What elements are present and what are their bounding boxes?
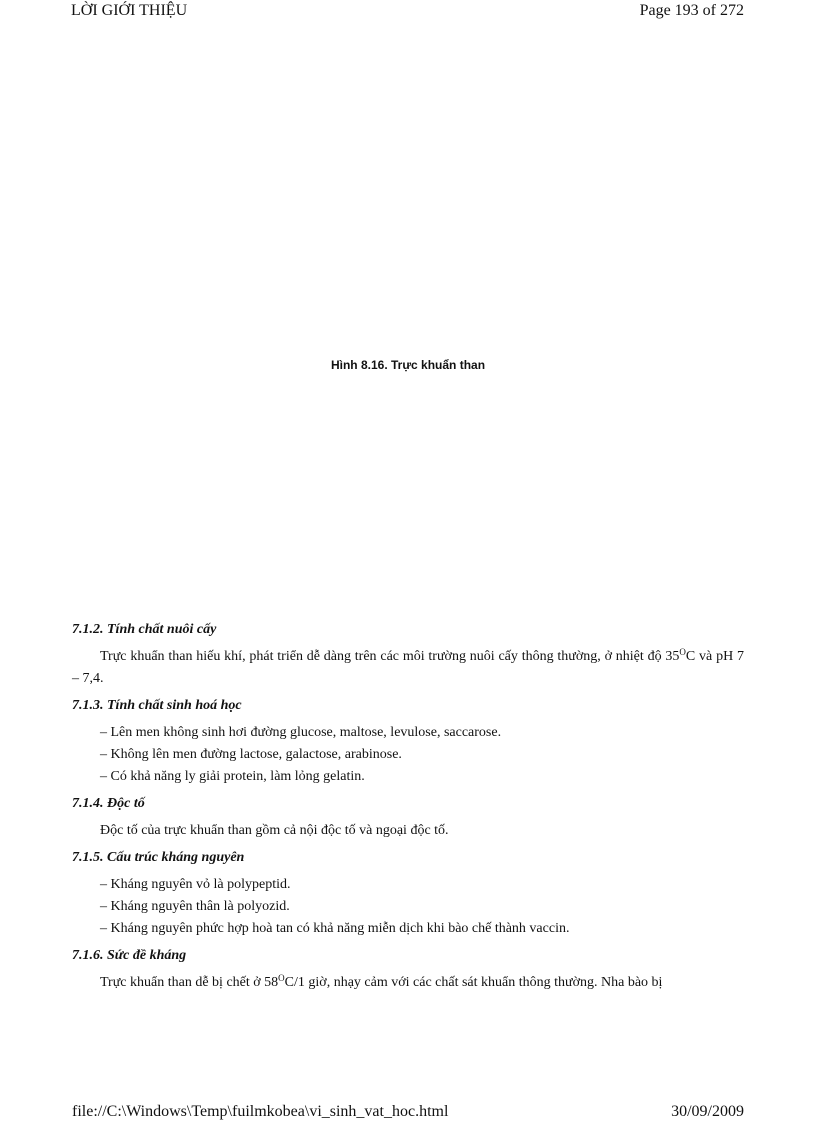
header-title: LỜI GIỚI THIỆU (71, 2, 188, 19)
page-indicator: Page 193 of 272 (639, 2, 744, 19)
section-paragraph-7-1-4: Độc tố của trực khuẩn than gồm cả nội độc tố và ngoại độc tố. (100, 823, 449, 838)
section-list-7-1-5 (72, 874, 744, 940)
section-heading-7-1-5: 7.1.5. Cấu trúc kháng nguyên (72, 850, 245, 865)
footer-file-path: file://C:\Windows\Temp\fuilmkobea\vi_sinh_vat_hoc.html (72, 1103, 449, 1120)
section-list-7-1-3 (72, 722, 744, 788)
list-item: – Kháng nguyên thân là polyozid. (100, 899, 290, 914)
paragraph-text: Trực khuẩn than dễ bị chết ở 58 (100, 975, 279, 990)
list-item: – Kháng nguyên vỏ là polypeptid. (100, 877, 291, 892)
section-heading-7-1-6: 7.1.6. Sức đề kháng (72, 948, 187, 963)
document-content (72, 620, 744, 994)
footer-date: 30/09/2009 (671, 1103, 744, 1120)
section-heading-7-1-2: 7.1.2. Tính chất nuôi cấy (72, 622, 217, 637)
figure-image-area (72, 30, 744, 350)
section-heading-7-1-4: 7.1.4. Độc tố (72, 796, 145, 811)
paragraph-text-tail: C/1 giờ, nhạy cảm với các chất sát khuẩn thông thường. Nha bào bị (284, 975, 663, 990)
section-heading-7-1-3: 7.1.3. Tính chất sinh hoá học (72, 698, 242, 713)
figure-caption: Hình 8.16. Trực khuẩn than (330, 358, 486, 372)
list-item: – Lên men không sinh hơi đường glucose, maltose, levulose, saccarose. (100, 725, 502, 740)
list-item: – Có khả năng ly giải protein, làm lỏng gelatin. (100, 769, 365, 784)
superscript: O (679, 647, 686, 657)
superscript: O (278, 973, 285, 983)
section-paragraph-7-1-2 (72, 646, 744, 690)
section-paragraph-7-1-6 (72, 972, 744, 994)
list-item: – Không lên men đường lactose, galactose, arabinose. (100, 747, 402, 762)
paragraph-text: Trực khuẩn than hiếu khí, phát triển dễ dàng trên các môi trường nuôi cấy thông thường, ở nhiệt độ 35 (100, 649, 680, 664)
paragraph-text-tail: C và pH 7 – 7,4. (72, 649, 744, 686)
list-item: – Kháng nguyên phức hợp hoà tan có khả năng miễn dịch khi bào chế thành vaccin. (100, 921, 570, 936)
